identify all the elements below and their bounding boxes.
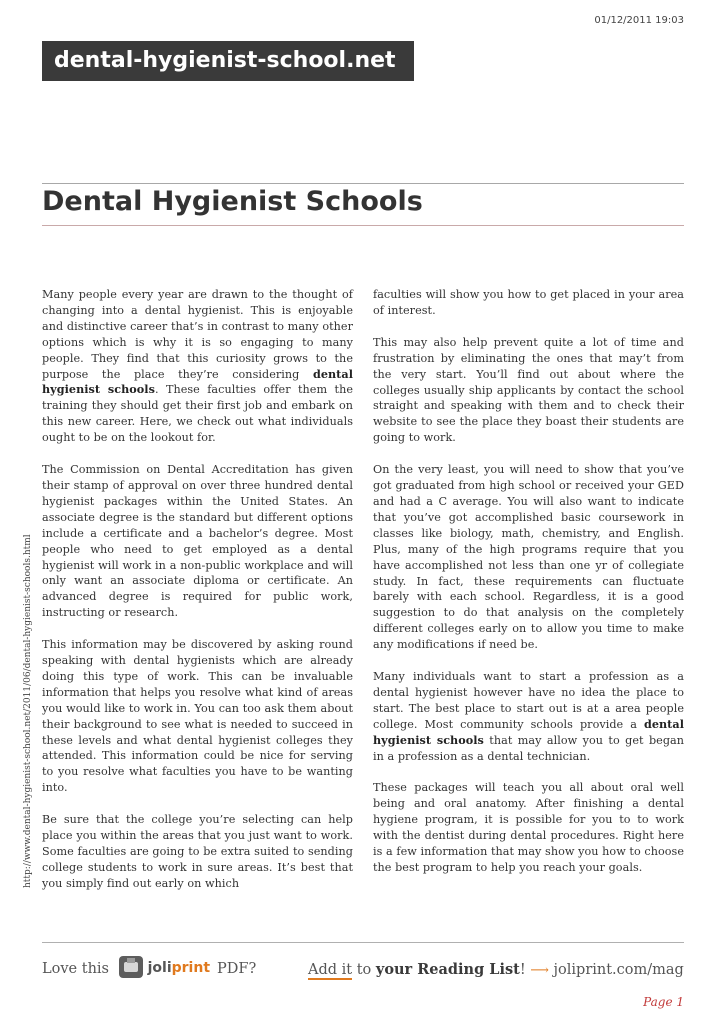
- title-divider: [42, 225, 684, 226]
- add-it-link[interactable]: Add it: [308, 962, 353, 978]
- right-column: [373, 287, 684, 892]
- vertical-source-url: http://www.dental-hygienist-school.net/2011/06/dental-hygienist-schools.html: [23, 534, 33, 888]
- left-paragraph-4: Be sure that the college you’re selecting can help place you within the areas that you just want to work. Some faculties are going to be extra suited to sending college students to work in sure areas. It’s best that you simply find out early on which: [42, 813, 353, 890]
- footer: [42, 957, 686, 987]
- site-name-banner: dental-hygienist-school.net: [42, 41, 414, 81]
- love-this-text: Love this: [42, 961, 109, 977]
- joliprint-wordmark: joliprint: [147, 960, 211, 976]
- timestamp: 01/12/2011 19:03: [594, 15, 684, 26]
- footer-divider: [42, 942, 684, 943]
- left-paragraph-3: This information may be discovered by asking round speaking with dental hygienists which are already doing this type of work. This can be invaluable information that helps you resolve what kind of areas you would like to work in. You can too ask them about their background to see what is needed to succeed in these levels and what dental hygienist colleges they attended. This information could be nice for serving to you resolve what faculties you have to be wanting into.: [42, 638, 353, 795]
- left-paragraph-1: Many people every year are drawn to the thought of changing into a dental hygienist. This is enjoyable and distinctive career that’s in contrast to many other options which is why it is so engaging to many people. They find that this curiosity grows to the purpose the place they’re considering dental hygienist schools. These faculties offer them the training they should get their first job and embark on this new career. Here, we check out what individuals ought to be on the lookout for.: [42, 288, 354, 445]
- printer-icon: [119, 956, 143, 978]
- right-paragraph-5: These packages will teach you all about oral well being and oral anatomy. After finishing a dental hygiene program, it is possible for you to to work with the dentist during dental procedures. Right here is a few information that may show you how to choose the best program to help you reach your goals.: [373, 781, 684, 874]
- joliprint-logo[interactable]: [119, 957, 210, 985]
- arrow-right-icon: ⟶: [530, 963, 549, 978]
- right-paragraph-1: faculties will show you how to get placed in your area of interest.: [373, 288, 684, 317]
- reading-list-link[interactable]: your Reading List: [375, 961, 520, 978]
- reading-list-cta: Add it to your Reading List! ⟶ joliprint.com/mag: [308, 961, 684, 978]
- bold-keyword: dental hygienist schools: [373, 716, 684, 747]
- right-paragraph-4: Many individuals want to start a profession as a dental hygienist however have no idea the place to start. The best place to start out is at a area people college. Most community schools provide a dental hygienist schools that may allow you to get began in a profession as a dental technician.: [373, 670, 685, 763]
- joliprint-mag-link[interactable]: joliprint.com/mag: [553, 962, 684, 978]
- page-title: Dental Hygienist Schools: [42, 186, 423, 217]
- page-number: Page 1: [643, 995, 684, 1009]
- right-paragraph-2: This may also help prevent quite a lot of time and frustration by eliminating the ones that may’t from the very start. You’ll find out about where the colleges usually ship applicants by contact the school straight and speaking with them and to check their website to see the place they boast their students are going to work.: [373, 335, 684, 445]
- left-paragraph-2: The Commission on Dental Accreditation has given their stamp of approval on over three hundred dental hygienist packages within the United States. An associate degree is the standard but different options include a certificate and a bachelor’s degree. Most people who need to get employed as a dental hygienist will work in a non-public workplace and will only want an associate diploma or certificate. An advanced degree is required for public work, instructing or research.: [42, 463, 353, 620]
- right-paragraph-3: On the very least, you will need to show that you’ve got graduated from high school or received your GED and had a C average. You will also want to indicate that you’ve got accomplished basic coursework in classes like biology, math, chemistry, and English. Plus, many of the high programs require that you have accomplished not less than one yr of collegiate study. In fact, these requirements can fluctuate barely with each school. Regardless, it is a good suggestion to do that analysis on the completely different colleges early on to allow you time to make any modifications if need be.: [373, 463, 684, 652]
- pdf-question-text: PDF?: [217, 961, 257, 977]
- bold-keyword: dental hygienist schools: [42, 366, 353, 397]
- left-column: [42, 287, 353, 908]
